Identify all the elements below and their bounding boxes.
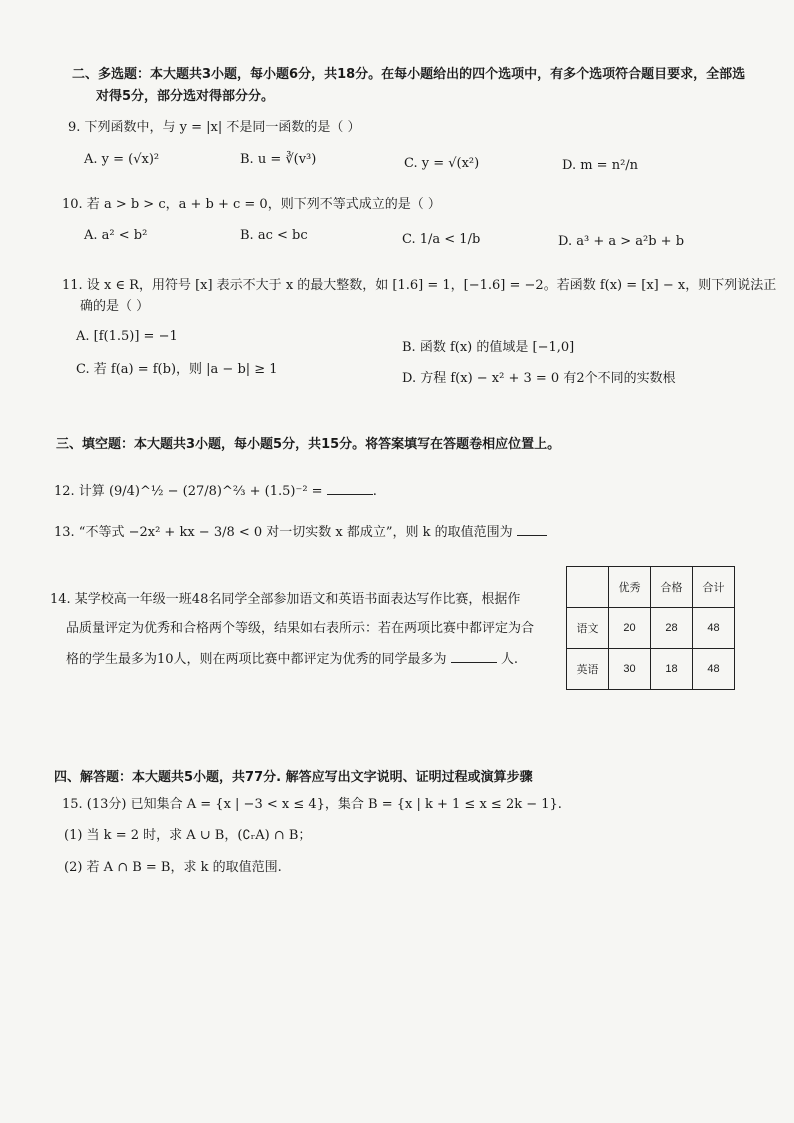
question-9-stem: 9. 下列函数中，与 y = |x| 不是同一函数的是（ ） [68,120,361,135]
question-9-option-c: C. y = √(x²) [404,156,480,171]
question-10-option-b: B. ac < bc [240,228,308,243]
question-14-line-1: 14. 某学校高一年级一班48名同学全部参加语文和英语书面表达写作比赛，根据作 [50,592,521,607]
table-cell: 英语 [567,649,609,690]
question-11-stem: 11. 设 x ∈ R，用符号 [x] 表示不大于 x 的最大整数，如 [1.6] = 1，[−1.6] = −2。若函数 f(x) = [x] − x，则下列说法正 [62,278,777,293]
question-11-option-a: A. [f(1.5)] = −1 [76,329,178,344]
question-14-line-2: 品质量评定为优秀和合格两个等级，结果如右表所示：若在两项比赛中都评定为合 [66,621,535,636]
question-10-option-a: A. a² < b² [84,228,148,243]
section-heading-solutions: 四、解答题：本大题共5小题，共77分. 解答应写出文字说明、证明过程或演算步骤 [54,770,533,785]
question-14-unit: 人. [500,652,518,667]
table-header-cell: 合计 [693,567,735,608]
table-row [567,608,735,649]
answer-blank [327,482,373,495]
question-11-option-d: D. 方程 f(x) − x² + 3 = 0 有2个不同的实数根 [402,371,676,386]
question-9-option-a: A. y = (√x)² [84,152,160,167]
question-10-option-d: D. a³ + a > a²b + b [558,234,685,249]
table-cell: 28 [651,608,693,649]
question-15-part-2: (2) 若 A ∩ B = B，求 k 的取值范围. [64,860,282,875]
table-cell: 语文 [567,608,609,649]
question-9-option-b: B. u = ∛(v³) [240,152,317,167]
question-13-stem: 13. “不等式 −2x² + kx − 3/8 < 0 对一切实数 x 都成立”，则 k 的取值范围为 [54,525,513,540]
table-cell: 18 [651,649,693,690]
question-10-stem: 10. 若 a > b > c，a + b + c = 0，则下列不等式成立的是（ ） [62,197,441,212]
answer-blank [451,650,497,663]
question-15-part-1: (1) 当 k = 2 时，求 A ∪ B，(∁ᵣA) ∩ B； [64,828,312,843]
table-header-cell: 优秀 [609,567,651,608]
section-heading-multiple-choice: 二、多选题：本大题共3小题，每小题6分，共18分。在每小题给出的四个选项中，有多个选项符合题目要求，全部选 [72,67,746,82]
question-12-stem: 12. 计算 (9/4)^½ − (27/8)^⅔ + (1.5)⁻² = [54,484,323,499]
question-9-option-d: D. m = n²/n [562,158,639,173]
table-cell: 30 [609,649,651,690]
question-11-option-b: B. 函数 f(x) 的值域是 [−1,0] [402,340,575,355]
question-13 [54,523,547,542]
question-10-option-c: C. 1/a < 1/b [402,232,481,247]
table-cell: 48 [693,608,735,649]
section-heading-multiple-choice-cont: 对得5分，部分选对得部分分。 [96,89,275,104]
table-header-row [567,567,735,608]
table-header-cell [567,567,609,608]
question-14-line-3-text: 格的学生最多为10人，则在两项比赛中都评定为优秀的同学最多为 [66,652,447,667]
question-14-line-3 [66,650,518,669]
question-11-option-c: C. 若 f(a) = f(b)，则 |a − b| ≥ 1 [76,362,278,377]
score-table [566,566,735,690]
question-15-stem: 15. (13分) 已知集合 A = {x | −3 < x ≤ 4}，集合 B = {x | k + 1 ≤ x ≤ 2k − 1}. [62,797,562,812]
table-cell: 20 [609,608,651,649]
table-header-cell: 合格 [651,567,693,608]
table-row [567,649,735,690]
section-heading-fill-in: 三、填空题：本大题共3小题，每小题5分，共15分。将答案填写在答题卷相应位置上。 [56,437,561,452]
question-11-stem-cont: 确的是（ ） [80,299,150,314]
table-cell: 48 [693,649,735,690]
answer-blank [517,523,547,536]
question-12: 12. 计算 (9/4)^½ − (27/8)^⅔ + (1.5)⁻² = . [54,484,377,499]
